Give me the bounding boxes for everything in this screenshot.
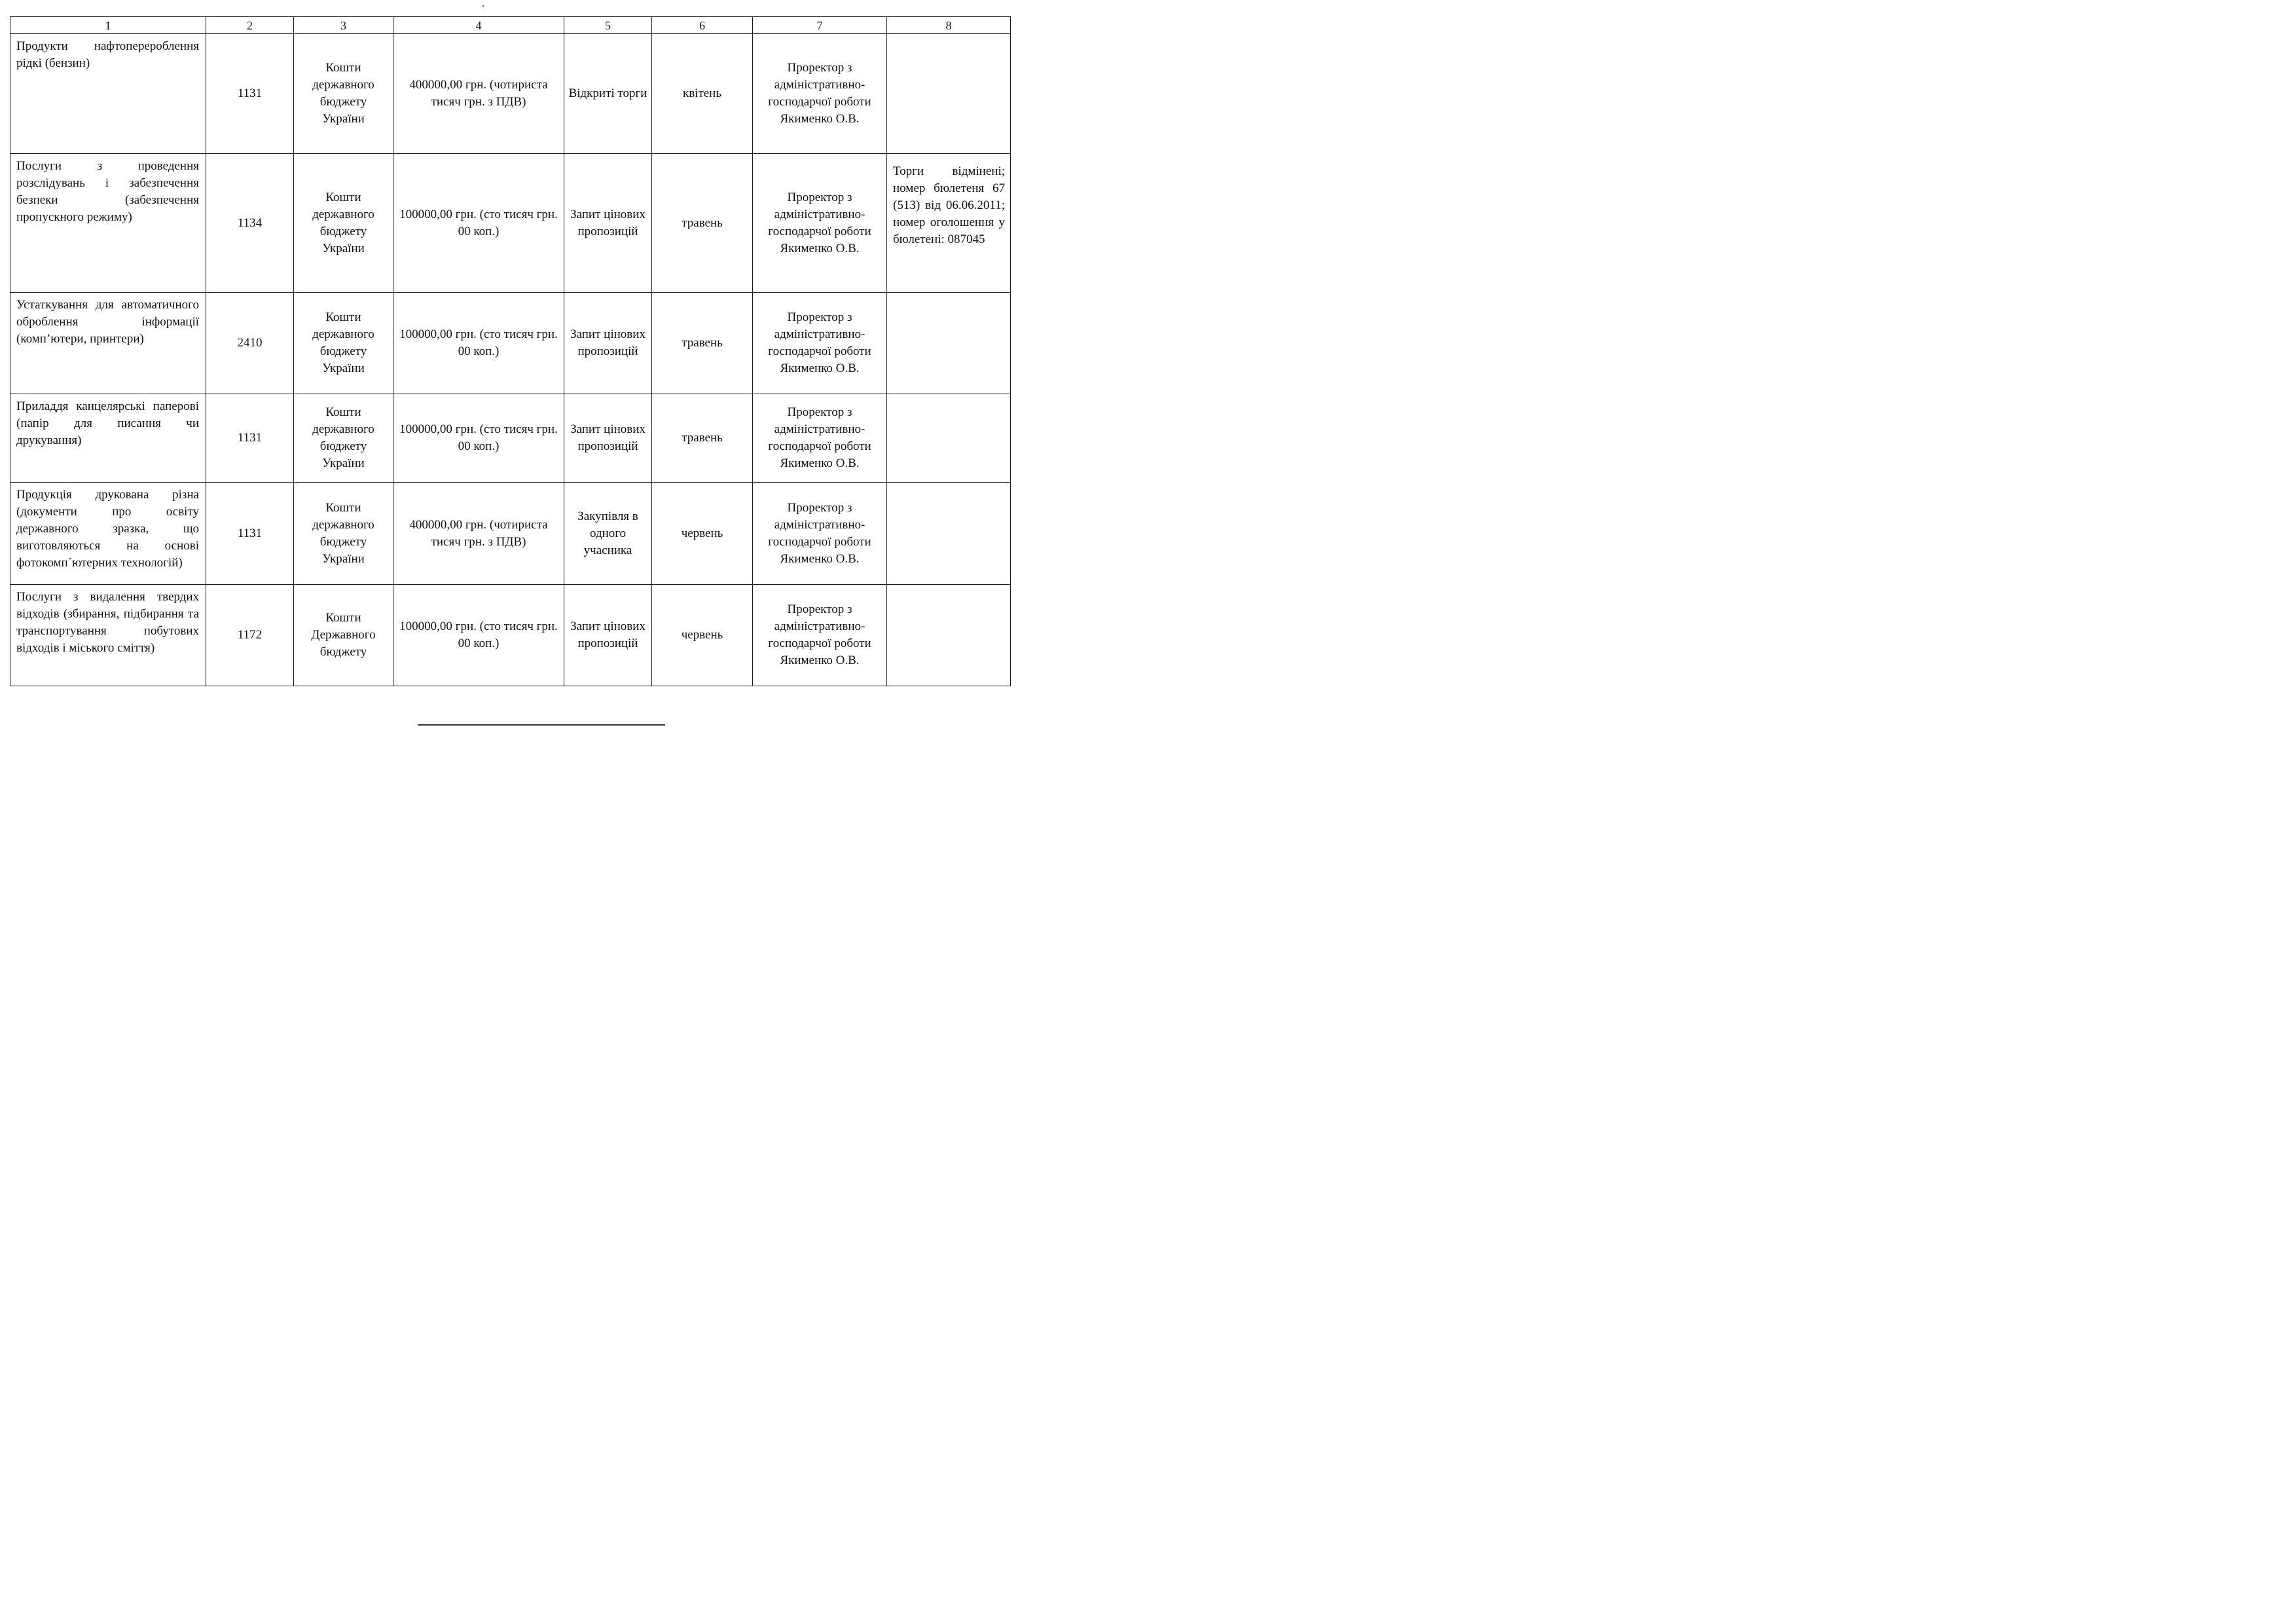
funding-source-cell: Кошти державного бюджету України xyxy=(294,394,393,483)
procedure-cell: Запит цінових пропозицій xyxy=(564,394,652,483)
procedure-cell: Закупівля в одного учасника xyxy=(564,483,652,585)
scan-speck xyxy=(483,5,484,7)
funding-source-cell: Кошти державного бюджету України xyxy=(294,34,393,154)
budget-code-cell: 1172 xyxy=(206,585,294,686)
column-number-row xyxy=(10,17,1011,34)
table-row xyxy=(10,293,1011,394)
column-number: 2 xyxy=(206,17,294,34)
procedure-cell: Запит цінових пропозицій xyxy=(564,154,652,293)
responsible-person-cell: Проректор з адміністративно-господарчої роботи Якименко О.В. xyxy=(753,585,887,686)
item-name-cell: Устаткування для автоматичного оброблення інформації (комп’ютери, принтери) xyxy=(10,293,206,394)
column-number: 4 xyxy=(393,17,564,34)
responsible-person-cell: Проректор з адміністративно-господарчої роботи Якименко О.В. xyxy=(753,154,887,293)
table-row xyxy=(10,585,1011,686)
budget-code-cell: 1134 xyxy=(206,154,294,293)
responsible-person-cell: Проректор з адміністративно-господарчої роботи Якименко О.В. xyxy=(753,34,887,154)
expected-cost-cell: 400000,00 грн. (чотириста тисяч грн. з ПДВ) xyxy=(393,34,564,154)
budget-code-cell: 2410 xyxy=(206,293,294,394)
funding-source-cell: Кошти Державного бюджету xyxy=(294,585,393,686)
note-cell xyxy=(887,293,1011,394)
budget-code-cell: 1131 xyxy=(206,394,294,483)
funding-source-cell: Кошти державного бюджету України xyxy=(294,483,393,585)
funding-source-cell: Кошти державного бюджету України xyxy=(294,154,393,293)
month-cell: травень xyxy=(652,293,753,394)
funding-source-cell: Кошти державного бюджету України xyxy=(294,293,393,394)
column-number: 7 xyxy=(753,17,887,34)
month-cell: травень xyxy=(652,394,753,483)
column-number: 5 xyxy=(564,17,652,34)
item-name-cell: Приладдя канцелярські паперові (папір для писання чи друкування) xyxy=(10,394,206,483)
column-number: 3 xyxy=(294,17,393,34)
item-name-cell: Послуги з видалення твердих відходів (збирання, підбирання та транспортування побутових відходів і міського сміття) xyxy=(10,585,206,686)
table-row xyxy=(10,483,1011,585)
budget-code-cell: 1131 xyxy=(206,483,294,585)
item-name-cell: Послуги з проведення розслідувань і забезпечення безпеки (забезпечення пропускного режиму) xyxy=(10,154,206,293)
column-number: 1 xyxy=(10,17,206,34)
month-cell: червень xyxy=(652,585,753,686)
procurement-plan-table xyxy=(10,16,1011,686)
procedure-cell: Запит цінових пропозицій xyxy=(564,585,652,686)
note-cell xyxy=(887,585,1011,686)
item-name-cell: Продукти нафтоперероблення рідкі (бензин) xyxy=(10,34,206,154)
note-cell: Торги відмінені; номер бюлетеня 67 (513) від 06.06.2011; номер оголошення у бюлетені: 087045 xyxy=(887,154,1011,293)
budget-code-cell: 1131 xyxy=(206,34,294,154)
responsible-person-cell: Проректор з адміністративно-господарчої роботи Якименко О.В. xyxy=(753,293,887,394)
responsible-person-cell: Проректор з адміністративно-господарчої роботи Якименко О.В. xyxy=(753,483,887,585)
signature-line xyxy=(418,724,665,726)
note-cell xyxy=(887,394,1011,483)
table-row xyxy=(10,394,1011,483)
note-cell xyxy=(887,34,1011,154)
table-row xyxy=(10,154,1011,293)
expected-cost-cell: 100000,00 грн. (сто тисяч грн. 00 коп.) xyxy=(393,293,564,394)
expected-cost-cell: 100000,00 грн. (сто тисяч грн. 00 коп.) xyxy=(393,154,564,293)
expected-cost-cell: 400000,00 грн. (чотириста тисяч грн. з ПДВ) xyxy=(393,483,564,585)
expected-cost-cell: 100000,00 грн. (сто тисяч грн. 00 коп.) xyxy=(393,394,564,483)
expected-cost-cell: 100000,00 грн. (сто тисяч грн. 00 коп.) xyxy=(393,585,564,686)
procedure-cell: Відкриті торги xyxy=(564,34,652,154)
responsible-person-cell: Проректор з адміністративно-господарчої роботи Якименко О.В. xyxy=(753,394,887,483)
month-cell: червень xyxy=(652,483,753,585)
month-cell: квітень xyxy=(652,34,753,154)
month-cell: травень xyxy=(652,154,753,293)
table-row xyxy=(10,34,1011,154)
procedure-cell: Запит цінових пропозицій xyxy=(564,293,652,394)
column-number: 8 xyxy=(887,17,1011,34)
item-name-cell: Продукція друкована різна (документи про освіту державного зразка, що виготовляються на основі фотокомп´ютерних технологій) xyxy=(10,483,206,585)
note-cell xyxy=(887,483,1011,585)
column-number: 6 xyxy=(652,17,753,34)
